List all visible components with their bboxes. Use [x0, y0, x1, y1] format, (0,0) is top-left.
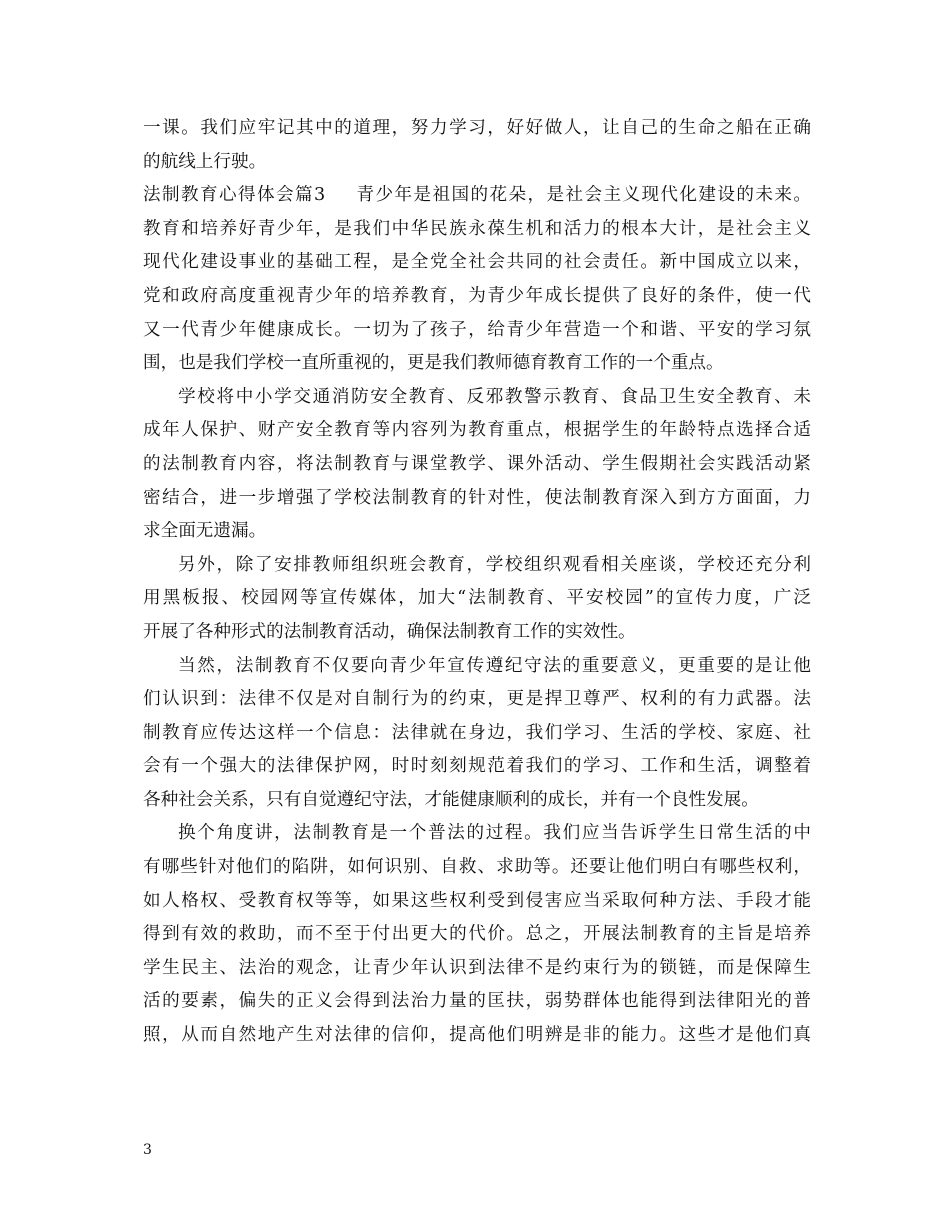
text-line: 开展了各种形式的法制教育活动，确保法制教育工作的实效性。 — [143, 621, 636, 642]
section-heading-line — [143, 179, 811, 213]
text-line: 学生民主、法治的观念，让青少年认识到法律不是约束行为的锁链，而是保障生 — [143, 957, 811, 978]
text-line: 青少年是祖国的花朵，是社会主义现代化建设的未来。 — [355, 185, 811, 206]
text-line: 党和政府高度重视青少年的培养教育，为青少年成长提供了良好的条件，使一代 — [143, 285, 811, 306]
text-line: 们认识到：法律不仅是对自制行为的约束，更是捍卫尊严、权利的有力武器。法 — [143, 689, 811, 710]
text-line: 又一代青少年健康成长。一切为了孩子，给青少年营造一个和谐、平安的学习氛 — [143, 319, 811, 340]
text-line: 成年人保护、财产安全教育等内容列为教育重点，根据学生的年龄特点选择合适 — [143, 420, 811, 441]
text-line: 求全面无遗漏。 — [143, 521, 267, 542]
text-line: 教育和培养好青少年，是我们中华民族永葆生机和活力的根本大计，是社会主义 — [143, 218, 811, 239]
body-text — [143, 112, 811, 1053]
text-line: 照，从而自然地产生对法律的信仰，提高他们明辨是非的能力。这些才是他们真 — [143, 1025, 811, 1046]
text-line: 得到有效的救助，而不至于付出更大的代价。总之，开展法制教育的主旨是培养 — [143, 924, 811, 945]
page-number: 3 — [143, 1142, 152, 1158]
text-line: 一课。我们应牢记其中的道理，努力学习，好好做人，让自己的生命之船在正确 — [143, 118, 811, 138]
text-line: 的法制教育内容，将法制教育与课堂教学、课外活动、学生假期社会实践活动紧 — [143, 453, 811, 474]
text-line: 制教育应传达这样一个信息：法律就在身边，我们学习、生活的学校、家庭、社 — [143, 722, 811, 743]
text-line: 用黑板报、校园网等宣传媒体，加大“法制教育、平安校园”的宣传力度，广泛 — [143, 588, 811, 609]
text-line: 学校将中小学交通消防安全教育、反邪教警示教育、食品卫生安全教育、未 — [178, 386, 811, 407]
text-line: 各种社会关系，只有自觉遵纪守法，才能健康顺利的成长，并有一个良性发展。 — [143, 789, 759, 810]
text-line: 当然，法制教育不仅要向青少年宣传遵纪守法的重要意义，更重要的是让他 — [178, 655, 811, 676]
text-line: 活的要素，偏失的正义会得到法治力量的匡扶，弱势群体也能得到法律阳光的普 — [143, 991, 811, 1012]
text-line: 现代化建设事业的基础工程，是全党全社会共同的社会责任。新中国成立以来， — [143, 252, 811, 273]
text-line: 围，也是我们学校一直所重视的，更是我们教师德育教育工作的一个重点。 — [143, 353, 724, 374]
text-line: 另外，除了安排教师组织班会教育，学校组织观看相关座谈，学校还充分利 — [178, 554, 811, 575]
text-line: 换个角度讲，法制教育是一个普法的过程。我们应当告诉学生日常生活的中 — [178, 823, 811, 844]
text-line: 的航线上行驶。 — [143, 151, 267, 172]
text-line: 有哪些针对他们的陷阱，如何识别、自救、求助等。还要让他们明白有哪些权利， — [143, 857, 811, 878]
text-line: 如人格权、受教育权等等，如果这些权利受到侵害应当采取何种方法、手段才能 — [143, 890, 811, 911]
text-line: 会有一个强大的法律保护网，时时刻刻规范着我们的学习、工作和生活，调整着 — [143, 756, 811, 777]
text-line: 密结合，进一步增强了学校法制教育的针对性，使法制教育深入到方方面面，力 — [143, 487, 811, 508]
section-heading: 法制教育心得体会篇3 — [143, 185, 326, 206]
